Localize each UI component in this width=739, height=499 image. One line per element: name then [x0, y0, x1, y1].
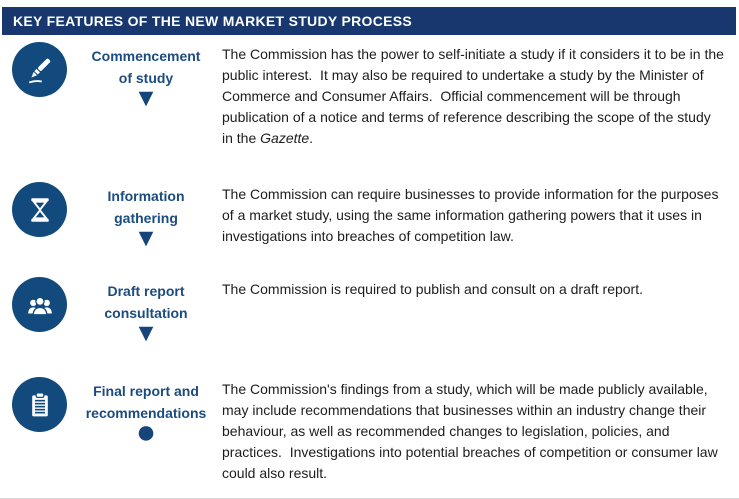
panel-header — [2, 7, 736, 35]
people-icon — [22, 287, 58, 323]
step-label — [88, 185, 204, 252]
step-marker: ▼ — [133, 84, 159, 112]
step-description-text: The Commission can require businesses to provide information for the purposes of a market study, using the same information gathering powers that it uses in investigations into breaches of competition law. — [222, 186, 723, 244]
step-label-text: Draft report consultation — [104, 283, 188, 321]
step-icon-circle — [12, 377, 67, 432]
clipboard-icon — [22, 387, 58, 423]
step-label — [88, 280, 204, 347]
step-description — [222, 279, 724, 300]
step-label — [88, 45, 204, 112]
step-icon-circle — [12, 42, 67, 97]
step-description-text: The Commission is required to publish and consult on a draft report. — [222, 281, 643, 297]
step-icon-circle — [12, 182, 67, 237]
panel-title: KEY FEATURES OF THE NEW MARKET STUDY PROCESS — [13, 13, 413, 29]
step-marker: ▼ — [133, 224, 159, 252]
step-label-text: Commencement of study — [91, 48, 201, 86]
step-icon-circle — [12, 277, 67, 332]
step-description-italic: Gazette — [260, 130, 310, 146]
step-label-text: Information gathering — [107, 188, 185, 226]
step-description — [222, 44, 728, 149]
step-label — [85, 380, 207, 451]
step-description-suffix: . — [309, 130, 314, 146]
step-description-text: The Commission has the power to self-initiate a study if it considers it to be in the public interest. It may also be required to undertake a study by the Minister of Commerce and Consumer Affairs. Official commencement will be through publication of a notice and terms of reference describing the scope of the study in the — [222, 46, 728, 146]
step-marker: ● — [135, 413, 157, 451]
step-description — [222, 184, 724, 247]
step-marker: ▼ — [133, 319, 159, 347]
hourglass-icon — [22, 192, 58, 228]
pen-icon — [22, 52, 58, 88]
step-description-text: The Commission's findings from a study, which will be made publicly available, may include recommendations that businesses within an industry change their behaviour, as well as recommended changes to legislation, policies, and practices. Investigations into potential breaches of competition or consumer law could also result. — [222, 381, 722, 481]
step-description — [222, 379, 724, 484]
step-label-text: Final report and recommendations — [85, 383, 207, 421]
